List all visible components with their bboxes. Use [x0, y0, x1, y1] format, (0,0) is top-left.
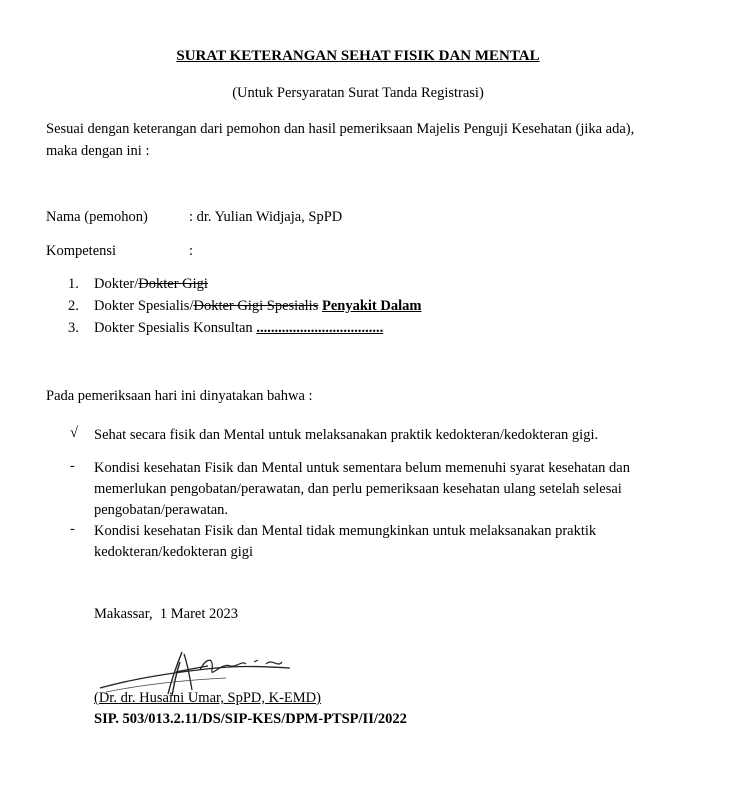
competence-number: 2.: [68, 298, 79, 314]
struck-text: Dokter Gigi Spesialis: [193, 298, 319, 314]
competence-colon: :: [189, 243, 194, 259]
statement-text: Kondisi kesehatan Fisik dan Mental untuk sementara belum memenuhi syarat kesehatan dan memerlukan pengobatan/perawatan, dan perlu pemeriksaan kesehatan ulang setelah selesai pengobatan/perawatan.: [94, 460, 630, 518]
competence-prefix: Dokter/: [94, 276, 139, 292]
specialty-text: Penyakit Dalam: [321, 298, 422, 314]
competence-number: 1.: [68, 276, 79, 292]
dash-mark: -: [70, 458, 75, 474]
check-mark: √: [70, 425, 78, 441]
dash-mark: -: [70, 521, 75, 537]
document-title: SURAT KETERANGAN SEHAT FISIK DAN MENTAL: [176, 48, 540, 64]
competence-number: 3.: [68, 320, 79, 336]
document-subtitle: (Untuk Persyaratan Surat Tanda Registrasi): [232, 85, 484, 101]
statement-text: Sehat secara fisik dan Mental untuk melaksanakan praktik kedokteran/kedokteran gigi.: [94, 427, 599, 443]
competence-prefix: Dokter Spesialis/: [94, 298, 194, 314]
competence-item: [94, 320, 383, 337]
name-label: Nama (pemohon): [46, 209, 148, 225]
blank-dots: ...................................: [256, 320, 384, 336]
name-value: : dr. Yulian Widjaja, SpPD: [189, 209, 343, 225]
place-date: Makassar, 1 Maret 2023: [94, 606, 238, 622]
competence-prefix: Dokter Spesialis Konsultan: [94, 320, 257, 336]
exam-intro: Pada pemeriksaan hari ini dinyatakan bahwa :: [46, 388, 313, 404]
statement-text: Kondisi kesehatan Fisik dan Mental tidak memungkinkan untuk melaksanakan praktik kedokteran/kedokteran gigi: [94, 523, 597, 560]
struck-text: Dokter Gigi: [138, 276, 208, 292]
signer-name: (Dr. dr. Husaini Umar, SpPD, K-EMD): [94, 690, 321, 706]
competence-item: [94, 298, 421, 315]
sip-number: SIP. 503/013.2.11/DS/SIP-KES/DPM-PTSP/II/2022: [94, 711, 407, 727]
competence-item: [94, 276, 208, 293]
intro-paragraph: Sesuai dengan keterangan dari pemohon dan hasil pemeriksaan Majelis Penguji Kesehatan (jika ada), maka dengan ini :: [46, 121, 635, 159]
competence-label: Kompetensi: [46, 243, 117, 259]
